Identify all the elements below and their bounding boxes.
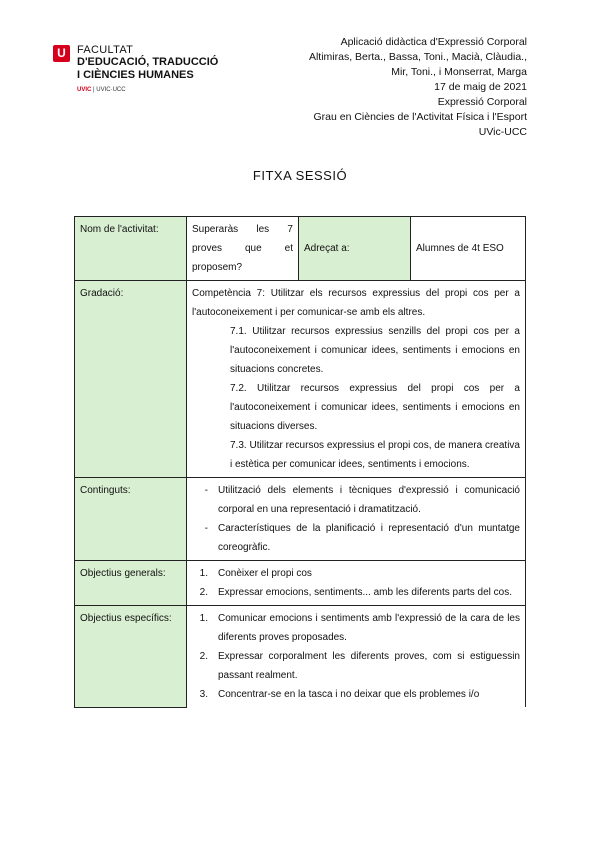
university-subbrand: [77, 87, 126, 93]
faculty-name-line3: I CIÈNCIES HUMANES: [77, 69, 194, 81]
number-marker: 2.: [199, 651, 208, 662]
list-item: [192, 564, 520, 583]
general-objectives-label: Objectius generals:: [75, 561, 187, 606]
target-value: [411, 217, 526, 281]
list-item: [192, 685, 520, 704]
gradation-item: 7.1. Utilitzar recursos expressius senzills del propi cos per a l'autoconeixement i comunicar idees, sentiments i emocions en situacions concretes.: [230, 326, 520, 375]
contents-label: Continguts:: [75, 478, 187, 561]
list-item: [192, 519, 520, 557]
target-label: [299, 217, 411, 281]
target-label-text: Adreçat a:: [304, 243, 350, 254]
list-item: [192, 609, 520, 647]
header-line: Grau en Ciències de l'Activitat Física i l'Esport: [313, 111, 527, 123]
list-item: [192, 481, 520, 519]
general-objective: Expressar emocions, sentiments... amb les diferents parts del cos.: [218, 587, 513, 598]
contents-item: Utilització dels elements i tècniques d'expressió i comunicació corporal en una representació i dramatització.: [218, 485, 520, 515]
general-objective: Conèixer el propi cos: [218, 568, 312, 579]
bullet-marker: -: [204, 485, 208, 496]
specific-objectives-label: Objectius específics:: [75, 606, 187, 708]
number-marker: 2.: [199, 587, 208, 598]
gradation-intro: Competència 7: Utilitzar els recursos expressius del propi cos per a l'autoconeixement i per comunicar-se amb els altres.: [192, 288, 520, 318]
gradation-item: 7.3. Utilitzar recursos expressius el propi cos, de manera creativa i estètica per comunicar idees, sentiments i emocions.: [230, 440, 520, 470]
activity-value: Superaràs les 7 proves que et proposem?: [187, 217, 299, 281]
page-title: FITXA SESSIÓ: [252, 168, 348, 183]
gradation-item: 7.2. Utilitzar recursos expressius del propi cos per a l'autoconeixement i comunicar idees, sentiments i emocions en situacions diverses.: [230, 383, 520, 432]
list-item: [192, 583, 520, 602]
header-line: Aplicació didàctica d'Expressió Corporal: [340, 36, 527, 48]
contents-item: Característiques de la planificació i representació d'un muntatge coreogràfic.: [218, 523, 520, 553]
list-item: [192, 647, 520, 685]
session-sheet-table: [74, 216, 526, 708]
subbrand-uvic: UVIC: [77, 87, 92, 93]
target-value-text: Alumnes de 4t ESO: [416, 243, 504, 254]
header-line: Expressió Corporal: [437, 96, 527, 108]
specific-objectives-content: [187, 606, 526, 708]
header-line: Mir, Toni., i Monserrat, Marga: [391, 66, 527, 78]
specific-objective: Comunicar emocions i sentiments amb l'expressió de la cara de les diferents proves proposades.: [218, 613, 520, 643]
number-marker: 1.: [199, 613, 208, 624]
header-line: 17 de maig de 2021: [434, 81, 527, 93]
gradation-content: [187, 281, 526, 478]
specific-objective: Concentrar-se en la tasca i no deixar que els problemes i/o: [218, 689, 480, 700]
subbrand-rest: | UVIC·UCC: [93, 87, 126, 93]
contents-content: [187, 478, 526, 561]
number-marker: 1.: [199, 568, 208, 579]
table-row: [75, 217, 526, 281]
activity-label: Nom de l'activitat:: [75, 217, 187, 281]
table-row: [75, 281, 526, 478]
table-row: [75, 561, 526, 606]
document-header-info: [267, 35, 527, 140]
header-line: UVic-UCC: [478, 126, 527, 138]
gradation-label: Gradació:: [75, 281, 187, 478]
faculty-name-line1: FACULTAT: [77, 44, 134, 56]
university-logo-icon: U: [53, 45, 70, 62]
number-marker: 3.: [199, 689, 208, 700]
table-row: [75, 478, 526, 561]
header-line: Altimiras, Berta., Bassa, Toni., Macià, Clàudia.,: [308, 51, 527, 63]
faculty-name: [77, 44, 267, 82]
bullet-marker: -: [204, 523, 208, 534]
faculty-name-line2: D'EDUCACIÓ, TRADUCCIÓ: [77, 56, 219, 68]
specific-objective: Expressar corporalment les diferents proves, com si estiguessin passant realment.: [218, 651, 520, 681]
table-row: [75, 606, 526, 708]
general-objectives-content: [187, 561, 526, 606]
